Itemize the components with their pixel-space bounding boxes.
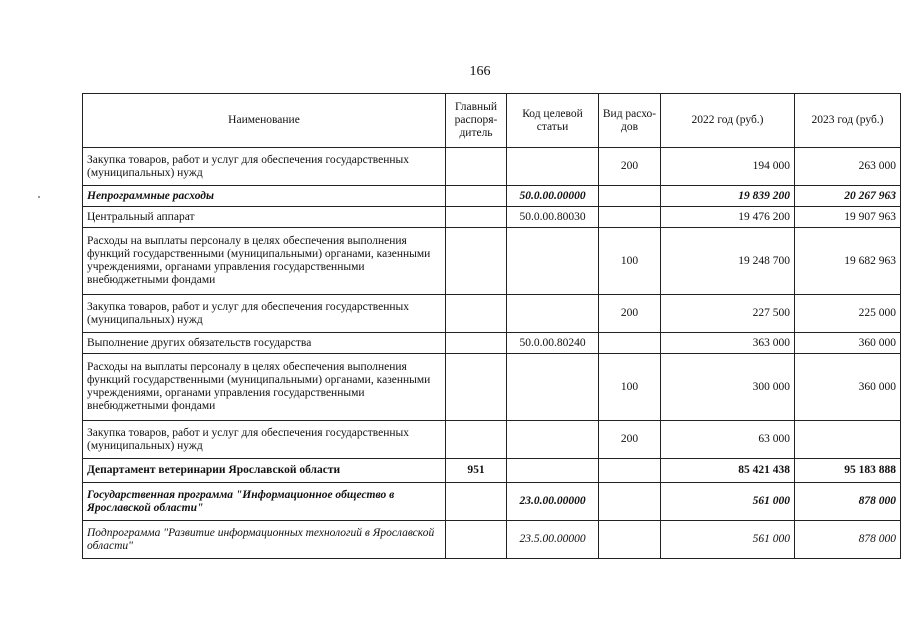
cell-manager xyxy=(446,148,507,186)
cell-manager: 951 xyxy=(446,459,507,483)
table-row xyxy=(83,148,901,186)
table-row xyxy=(83,333,901,354)
cell-name: Департамент ветеринарии Ярославской области xyxy=(83,459,446,483)
cell-code: 23.0.00.00000 xyxy=(507,483,599,521)
cell-year-2022: 227 500 xyxy=(661,295,795,333)
cell-name: Выполнение других обязательств государства xyxy=(83,333,446,354)
cell-year-2023 xyxy=(795,421,901,459)
cell-kind xyxy=(599,207,661,228)
cell-year-2022: 561 000 xyxy=(661,521,795,559)
cell-year-2022: 19 839 200 xyxy=(661,186,795,207)
cell-name: Закупка товаров, работ и услуг для обеспечения государственных (муниципальных) нужд xyxy=(83,148,446,186)
cell-name: Центральный аппарат xyxy=(83,207,446,228)
cell-year-2023: 95 183 888 xyxy=(795,459,901,483)
cell-name: Закупка товаров, работ и услуг для обеспечения государственных (муниципальных) нужд xyxy=(83,421,446,459)
cell-code: 50.0.00.00000 xyxy=(507,186,599,207)
cell-code: 50.0.00.80240 xyxy=(507,333,599,354)
cell-manager xyxy=(446,295,507,333)
cell-manager xyxy=(446,186,507,207)
cell-kind: 200 xyxy=(599,295,661,333)
header-year-2022: 2022 год (руб.) xyxy=(661,94,795,148)
cell-kind: 200 xyxy=(599,148,661,186)
cell-code xyxy=(507,148,599,186)
cell-kind: 100 xyxy=(599,354,661,421)
table-body xyxy=(83,148,901,559)
cell-year-2022: 19 476 200 xyxy=(661,207,795,228)
table-row xyxy=(83,186,901,207)
table-row xyxy=(83,295,901,333)
cell-manager xyxy=(446,207,507,228)
page-number: 166 xyxy=(469,64,491,79)
cell-manager xyxy=(446,333,507,354)
table-header-row xyxy=(83,94,901,148)
scan-mark xyxy=(38,196,40,198)
table-row xyxy=(83,421,901,459)
cell-code xyxy=(507,421,599,459)
cell-manager xyxy=(446,421,507,459)
table-row xyxy=(83,459,901,483)
cell-kind xyxy=(599,459,661,483)
cell-kind: 100 xyxy=(599,228,661,295)
cell-year-2023: 360 000 xyxy=(795,354,901,421)
header-code: Код целевой статьи xyxy=(507,94,599,148)
cell-kind xyxy=(599,521,661,559)
cell-year-2023: 225 000 xyxy=(795,295,901,333)
header-manager: Главный распоря-дитель xyxy=(446,94,507,148)
cell-year-2022: 19 248 700 xyxy=(661,228,795,295)
cell-year-2023: 19 682 963 xyxy=(795,228,901,295)
cell-name: Непрограммные расходы xyxy=(83,186,446,207)
cell-kind xyxy=(599,483,661,521)
cell-code: 23.5.00.00000 xyxy=(507,521,599,559)
cell-manager xyxy=(446,483,507,521)
cell-code xyxy=(507,228,599,295)
budget-table xyxy=(82,93,901,559)
header-name: Наименование xyxy=(83,94,446,148)
cell-year-2022: 194 000 xyxy=(661,148,795,186)
cell-year-2022: 561 000 xyxy=(661,483,795,521)
cell-code xyxy=(507,295,599,333)
cell-kind xyxy=(599,186,661,207)
table-row xyxy=(83,483,901,521)
cell-name: Закупка товаров, работ и услуг для обеспечения государственных (муниципальных) нужд xyxy=(83,295,446,333)
cell-kind xyxy=(599,333,661,354)
table-row xyxy=(83,207,901,228)
header-kind: Вид расхо-дов xyxy=(599,94,661,148)
cell-code xyxy=(507,354,599,421)
cell-code: 50.0.00.80030 xyxy=(507,207,599,228)
cell-year-2023: 20 267 963 xyxy=(795,186,901,207)
cell-year-2022: 300 000 xyxy=(661,354,795,421)
cell-name: Подпрограмма "Развитие информационных технологий в Ярославской области" xyxy=(83,521,446,559)
cell-year-2023: 263 000 xyxy=(795,148,901,186)
cell-name: Расходы на выплаты персоналу в целях обеспечения выполнения функций государственными (муниципальными) органами, казенными учреждениями, органами управления государственными внебюджетными фондами xyxy=(83,354,446,421)
cell-year-2023: 360 000 xyxy=(795,333,901,354)
cell-manager xyxy=(446,228,507,295)
cell-year-2022: 63 000 xyxy=(661,421,795,459)
cell-year-2023: 19 907 963 xyxy=(795,207,901,228)
cell-manager xyxy=(446,354,507,421)
cell-code xyxy=(507,459,599,483)
table-row xyxy=(83,354,901,421)
table-row xyxy=(83,228,901,295)
cell-kind: 200 xyxy=(599,421,661,459)
cell-year-2023: 878 000 xyxy=(795,521,901,559)
cell-name: Расходы на выплаты персоналу в целях обеспечения выполнения функций государственными (муниципальными) органами, казенными учреждениями, органами управления государственными внебюджетными фондами xyxy=(83,228,446,295)
table-row xyxy=(83,521,901,559)
cell-year-2022: 85 421 438 xyxy=(661,459,795,483)
cell-name: Государственная программа "Информационное общество в Ярославской области" xyxy=(83,483,446,521)
cell-manager xyxy=(446,521,507,559)
header-year-2023: 2023 год (руб.) xyxy=(795,94,901,148)
cell-year-2022: 363 000 xyxy=(661,333,795,354)
cell-year-2023: 878 000 xyxy=(795,483,901,521)
